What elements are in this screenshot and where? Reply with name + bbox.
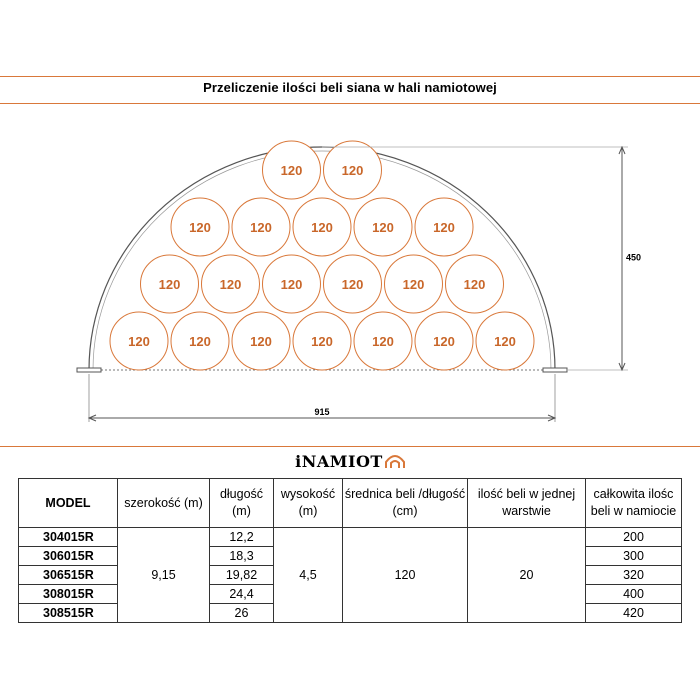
total-bales-cell: 320 <box>586 566 682 585</box>
total-bales-cell: 200 <box>586 528 682 547</box>
length-cell: 24,4 <box>210 585 274 604</box>
bale-label: 120 <box>372 334 394 349</box>
bale-label: 120 <box>402 277 425 292</box>
height-cell: 4,5 <box>274 528 343 623</box>
header-bale-diameter: średnica beli /długość (cm) <box>343 479 468 528</box>
length-cell: 12,2 <box>210 528 274 547</box>
bale-label: 120 <box>433 334 455 349</box>
middle-divider <box>0 446 700 447</box>
model-cell: 304015R <box>19 528 118 547</box>
total-bales-cell: 300 <box>586 547 682 566</box>
model-cell: 308515R <box>19 604 118 623</box>
bale-label: 120 <box>280 277 303 292</box>
model-cell: 308015R <box>19 585 118 604</box>
header-model: MODEL <box>19 479 118 528</box>
length-cell: 18,3 <box>210 547 274 566</box>
length-cell: 19,82 <box>210 566 274 585</box>
base-plate-right <box>543 368 567 372</box>
bale-label: 120 <box>463 277 486 292</box>
bale-group <box>110 141 534 370</box>
bale-label: 120 <box>280 163 303 178</box>
bale-label: 120 <box>189 334 211 349</box>
width-cell: 9,15 <box>118 528 210 623</box>
page-title: Przeliczenie ilości beli siana w hali namiotowej <box>203 80 497 95</box>
bale-label: 120 <box>311 334 333 349</box>
model-cell: 306515R <box>19 566 118 585</box>
header-length: długość (m) <box>210 479 274 528</box>
tent-logo-icon <box>385 453 405 473</box>
bale-label: 120 <box>250 220 272 235</box>
table-row <box>19 528 682 547</box>
bale-label: 120 <box>219 277 242 292</box>
bale-label: 120 <box>128 334 150 349</box>
base-plate-left <box>77 368 101 372</box>
header-bales-per-layer: ilość beli w jednej warstwie <box>468 479 586 528</box>
bale-label: 120 <box>341 163 364 178</box>
height-label: 450 <box>626 252 642 263</box>
model-cell: 306015R <box>19 547 118 566</box>
bale-label: 120 <box>158 277 181 292</box>
header-height: wysokość (m) <box>274 479 343 528</box>
total-bales-cell: 400 <box>586 585 682 604</box>
header-total-bales: całkowita ilośc beli w namiocie <box>586 479 682 528</box>
bale-label: 120 <box>189 220 211 235</box>
bale-label: 120 <box>433 220 455 235</box>
header-width: szerokość (m) <box>118 479 210 528</box>
models-table <box>18 478 682 623</box>
table-header-row <box>19 479 682 528</box>
bale-label: 120 <box>372 220 394 235</box>
bale-label: 120 <box>494 334 516 349</box>
bale-label: 120 <box>341 277 364 292</box>
width-label: 915 <box>314 407 330 417</box>
bale-diameter-cell: 120 <box>343 528 468 623</box>
brand-logo <box>0 452 700 473</box>
bale-label: 120 <box>250 334 272 349</box>
length-cell: 26 <box>210 604 274 623</box>
bales-per-layer-cell: 20 <box>468 528 586 623</box>
bale-label: 120 <box>311 220 333 235</box>
logo-text: iNAMIOT <box>295 452 383 471</box>
total-bales-cell: 420 <box>586 604 682 623</box>
